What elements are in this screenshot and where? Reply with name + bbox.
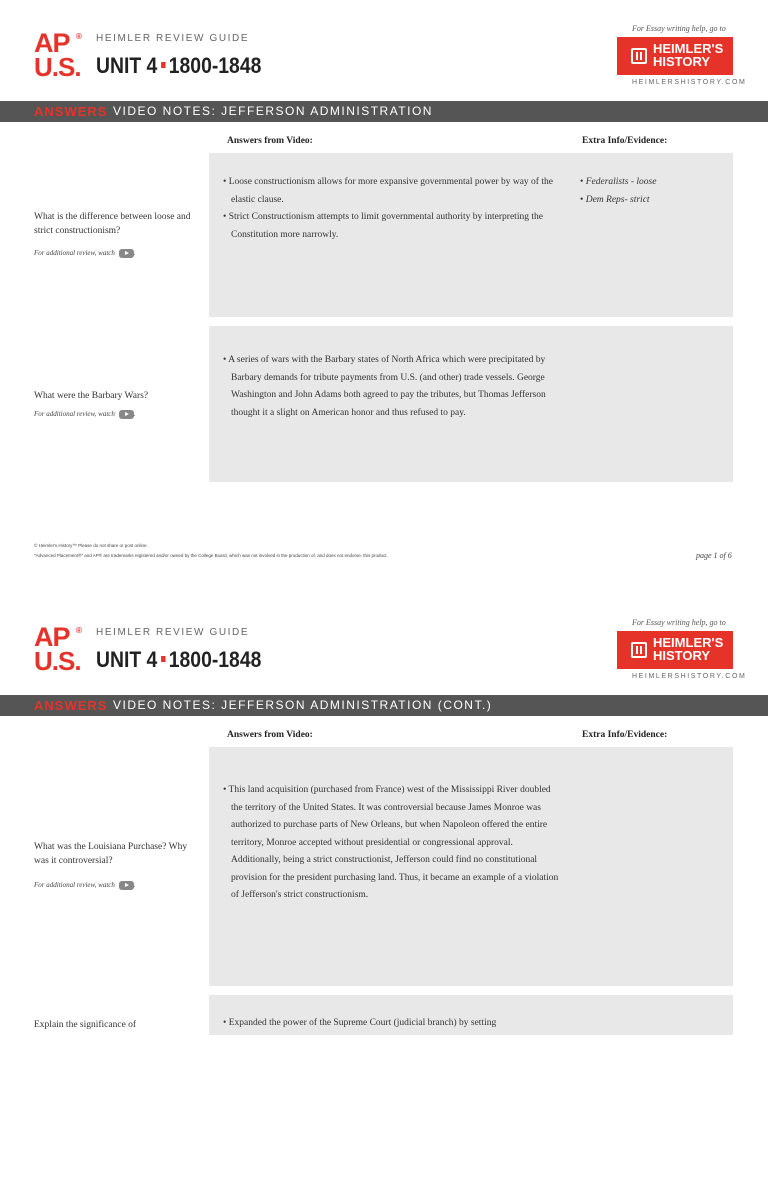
review-note-text: For additional review, watch bbox=[34, 249, 115, 258]
answer-box bbox=[209, 326, 733, 482]
guide-label: HEIMLER REVIEW GUIDE bbox=[96, 33, 250, 44]
heimler-building-icon bbox=[631, 48, 647, 64]
answer-item: • A series of wars with the Barbary states of North Africa which were precipitated by Barbary demands for tribute payments from U.S. (and other) trade vessels. George Washington and John Adams both agreed to pay the tributes, but Thomas Jefferson thought it a slight on American honor and thus refused to pay. bbox=[223, 352, 563, 422]
answer-list bbox=[223, 352, 563, 422]
heimlers-history-brand-button[interactable] bbox=[617, 37, 733, 75]
site-url-link[interactable]: HEIMLERSHISTORY.COM bbox=[632, 673, 747, 680]
copyright-notice: © Heimler's History™ Please do not share or post online. bbox=[34, 543, 148, 548]
question-row bbox=[0, 326, 768, 482]
section-title: VIDEO NOTES: JEFFERSON ADMINISTRATION bbox=[113, 104, 433, 118]
question-text: What is the difference between loose and strict constructionism? bbox=[34, 212, 191, 236]
youtube-play-icon[interactable] bbox=[119, 249, 134, 258]
unit-title bbox=[96, 53, 261, 79]
question-row bbox=[0, 153, 768, 318]
question-text: What were the Barbary Wars? bbox=[34, 391, 149, 401]
brand-line-1: HEIMLER'S bbox=[653, 41, 724, 56]
question-text: Explain the significance of bbox=[34, 1020, 137, 1030]
logo-us-text: U.S. bbox=[34, 52, 81, 82]
extra-info-column-header: Extra Info/Evidence: bbox=[582, 730, 668, 740]
review-note: For additional review, watch . bbox=[34, 249, 136, 258]
answer-item: • Loose constructionism allows for more expansive governmental power by way of the elastic clause. bbox=[223, 174, 563, 209]
page-number: page 1 of 6 bbox=[696, 551, 732, 560]
unit-number: UNIT 4 bbox=[96, 647, 158, 672]
extra-item: • Federalists - loose bbox=[580, 174, 656, 192]
heimler-building-icon bbox=[631, 642, 647, 658]
ap-us-logo bbox=[34, 30, 86, 82]
extra-item: • Dem Reps- strict bbox=[580, 192, 656, 210]
unit-number: UNIT 4 bbox=[96, 53, 158, 78]
document-page-2 bbox=[0, 594, 768, 1188]
answer-list bbox=[223, 782, 563, 905]
unit-title bbox=[96, 647, 261, 673]
answer-item: • This land acquisition (purchased from France) west of the Mississippi River doubled the territory of the United States. It was controversial because James Monroe was authorized to purchase parts of New Orleans, but when Napoleon offered the entire territory, Monroe accepted without presidential or congressional approval. Additionally, being a strict constructionist, Jefferson could find no constitutional provision for the president purchasing land. Thus, it became an example of a violation of Jefferson's strict constructionism. bbox=[223, 782, 563, 905]
brand-line-2: HISTORY bbox=[653, 54, 711, 69]
youtube-play-icon[interactable] bbox=[119, 410, 134, 419]
logo-ap-text: AP bbox=[34, 622, 70, 652]
red-square-separator bbox=[161, 62, 165, 68]
brand-name bbox=[653, 42, 723, 68]
answer-list bbox=[223, 174, 563, 244]
answers-label: ANSWERS bbox=[34, 698, 108, 713]
essay-help-note: For Essay writing help, go to bbox=[632, 618, 726, 627]
heimlers-history-brand-button[interactable] bbox=[617, 631, 733, 669]
unit-years: 1800-1848 bbox=[168, 53, 262, 78]
question-text: What was the Louisiana Purchase? Why was it controversial? bbox=[34, 842, 188, 866]
logo-registered-mark: ® bbox=[76, 626, 82, 635]
brand-line-2: HISTORY bbox=[653, 648, 711, 663]
section-bar bbox=[0, 695, 768, 716]
logo-registered-mark: ® bbox=[76, 32, 82, 41]
unit-years: 1800-1848 bbox=[168, 647, 262, 672]
youtube-play-icon[interactable] bbox=[119, 881, 134, 890]
review-note: For additional review, watch . bbox=[34, 410, 136, 419]
ap-us-logo bbox=[34, 624, 86, 676]
question-row bbox=[0, 747, 768, 986]
review-note-text: For additional review, watch bbox=[34, 410, 115, 419]
section-bar bbox=[0, 101, 768, 122]
review-note-text: For additional review, watch bbox=[34, 881, 115, 890]
extra-info-column-header: Extra Info/Evidence: bbox=[582, 136, 668, 146]
question-row bbox=[0, 995, 768, 1035]
answer-box bbox=[209, 995, 733, 1035]
extra-info-list bbox=[580, 174, 656, 209]
brand-name bbox=[653, 636, 723, 662]
answers-column-header: Answers from Video: bbox=[227, 136, 313, 146]
answers-label: ANSWERS bbox=[34, 104, 108, 119]
essay-help-note: For Essay writing help, go to bbox=[632, 24, 726, 33]
trademark-notice: "Advanced Placement®" and AP® are trademarks registered and/or owned by the College Board, which was not involved in the production of, and does not endorse, this product. bbox=[34, 553, 388, 558]
section-title: VIDEO NOTES: JEFFERSON ADMINISTRATION (CONT.) bbox=[113, 698, 493, 712]
site-url-link[interactable]: HEIMLERSHISTORY.COM bbox=[632, 79, 747, 86]
answers-column-header: Answers from Video: bbox=[227, 730, 313, 740]
logo-us-text: U.S. bbox=[34, 646, 81, 676]
review-note: For additional review, watch . bbox=[34, 881, 136, 890]
answer-box bbox=[209, 747, 733, 986]
answer-item: • Strict Constructionism attempts to limit governmental authority by interpreting the Constitution more narrowly. bbox=[223, 209, 563, 244]
guide-label: HEIMLER REVIEW GUIDE bbox=[96, 627, 250, 638]
brand-line-1: HEIMLER'S bbox=[653, 635, 724, 650]
red-square-separator bbox=[161, 656, 165, 662]
answer-item: • Expanded the power of the Supreme Court (judicial branch) by setting bbox=[223, 1015, 563, 1033]
logo-ap-text: AP bbox=[34, 28, 70, 58]
answer-box bbox=[209, 153, 733, 317]
